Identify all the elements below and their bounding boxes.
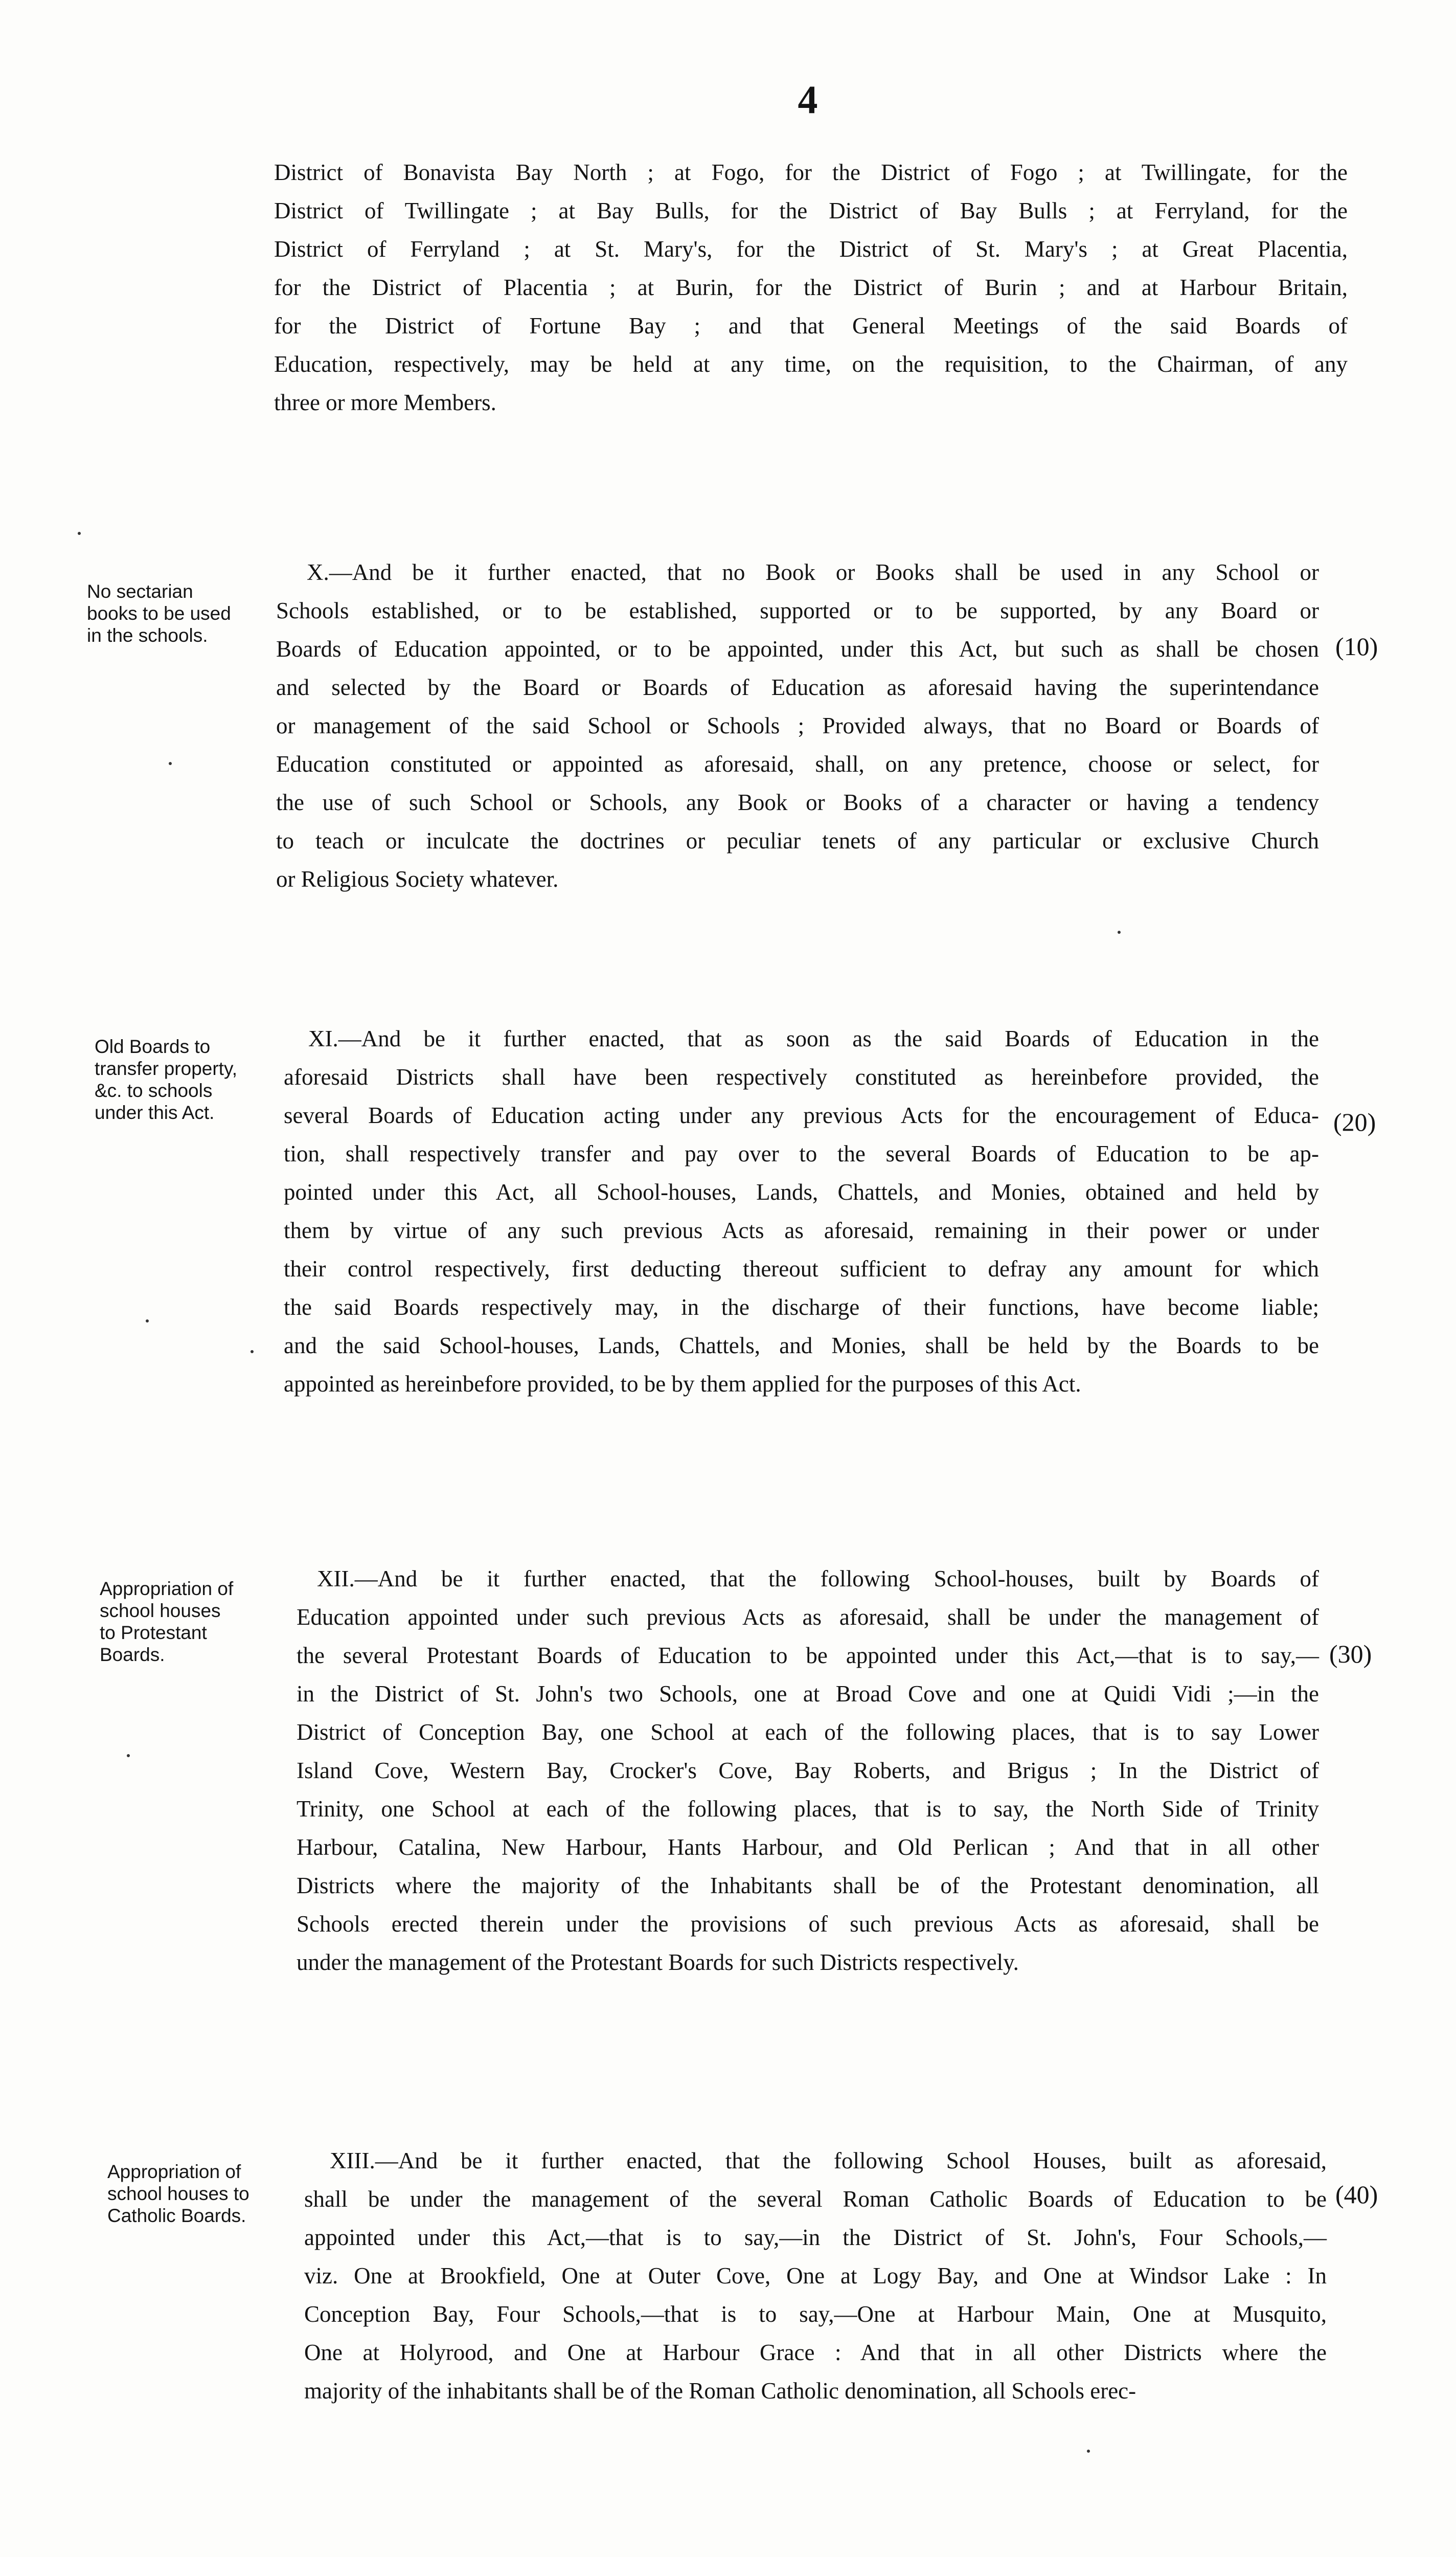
margin-note-line: under this Act. <box>95 1102 215 1123</box>
margin-note-line: school houses <box>100 1600 221 1621</box>
text-line: and selected by the Board or Boards of Education as aforesaid having the superintendance <box>276 675 1319 700</box>
scan-speck <box>251 1350 254 1353</box>
margin-note-line: books to be used <box>87 603 231 624</box>
scan-speck <box>1087 2450 1090 2453</box>
text-line: appointed under this Act,—that is to say,—in the District of St. John's, Four Schools,— <box>304 2225 1327 2250</box>
text-line: District of Conception Bay, one School at each of the following places, that is to say Lower <box>297 1719 1319 1745</box>
margin-note-line: Appropriation of <box>107 2161 241 2182</box>
scan-speck <box>1118 931 1121 934</box>
margin-note-section-x <box>87 580 271 646</box>
text-line: under the management of the Protestant Boards for such Districts respectively. <box>297 1949 1019 1975</box>
text-line: the several Protestant Boards of Education to be appointed under this Act,—that is to say,— <box>297 1643 1319 1668</box>
text-line: their control respectively, first deducting thereout sufficient to defray any amount for which <box>284 1256 1319 1282</box>
text-line: tion, shall respectively transfer and pay over to the several Boards of Education to be ap- <box>284 1141 1319 1167</box>
margin-note-line: transfer property, <box>95 1058 237 1079</box>
text-line: or management of the said School or Schools ; Provided always, that no Board or Boards of <box>276 713 1319 738</box>
text-line: and the said School-houses, Lands, Chattels, and Monies, shall be held by the Boards to be <box>284 1333 1319 1358</box>
paragraph-section-xii <box>297 1560 1319 1982</box>
text-line: Conception Bay, Four Schools,—that is to say,—One at Harbour Main, One at Musquito, <box>304 2301 1327 2327</box>
line-number-20: (20) <box>1333 1108 1376 1136</box>
paragraph-continued <box>274 153 1348 422</box>
scan-speck <box>146 1319 149 1322</box>
margin-note-section-xiii <box>107 2161 291 2227</box>
text-line: several Boards of Education acting under any previous Acts for the encouragement of Educa- <box>284 1103 1319 1128</box>
margin-note-line: Boards. <box>100 1644 165 1665</box>
paragraph-section-xiii <box>304 2142 1327 2410</box>
margin-note-line: in the schools. <box>87 625 208 646</box>
margin-note-section-xi <box>95 1036 279 1124</box>
text-line: appointed as hereinbefore provided, to be by them applied for the purposes of this Act. <box>284 1371 1081 1397</box>
text-line: pointed under this Act, all School-houses, Lands, Chattels, and Monies, obtained and held by <box>284 1179 1319 1205</box>
line-number-30: (30) <box>1329 1640 1372 1668</box>
text-line: Education, respectively, may be held at any time, on the requisition, to the Chairman, of any <box>274 351 1348 377</box>
text-line: District of Bonavista Bay North ; at Fogo, for the District of Fogo ; at Twillingate, for the <box>274 160 1348 185</box>
text-line: shall be under the management of the several Roman Catholic Boards of Education to be <box>304 2186 1327 2212</box>
text-line: Education constituted or appointed as aforesaid, shall, on any pretence, choose or select, for <box>276 751 1319 777</box>
text-line: XI.—And be it further enacted, that as soon as the said Boards of Education in the <box>308 1026 1319 1051</box>
text-line: for the District of Fortune Bay ; and that General Meetings of the said Boards of <box>274 313 1348 339</box>
text-line: Boards of Education appointed, or to be appointed, under this Act, but such as shall be chosen <box>276 636 1319 662</box>
text-line: majority of the inhabitants shall be of the Roman Catholic denomination, all Schools erec- <box>304 2378 1136 2404</box>
page-number: 4 <box>798 77 818 122</box>
margin-note-line: Old Boards to <box>95 1036 211 1057</box>
text-line: for the District of Placentia ; at Burin, for the District of Burin ; and at Harbour Britain, <box>274 275 1348 300</box>
text-line: viz. One at Brookfield, One at Outer Cove, One at Logy Bay, and One at Windsor Lake : In <box>304 2263 1327 2289</box>
paragraph-section-xi <box>284 1020 1319 1403</box>
text-line: the said Boards respectively may, in the discharge of their functions, have become liable; <box>284 1294 1319 1320</box>
line-number-10: (10) <box>1335 632 1378 661</box>
margin-note-line: to Protestant <box>100 1622 207 1643</box>
text-line: XII.—And be it further enacted, that the following School-houses, built by Boards of <box>317 1566 1319 1591</box>
margin-note-line: &c. to schools <box>95 1080 213 1101</box>
paragraph-section-x <box>276 553 1319 899</box>
text-line: One at Holyrood, and One at Harbour Grace : And that in all other Districts where the <box>304 2340 1327 2365</box>
margin-note-line: No sectarian <box>87 581 193 602</box>
text-line: Schools established, or to be established, supported or to be supported, by any Board or <box>276 598 1319 623</box>
margin-note-line: school houses to <box>107 2183 249 2204</box>
text-line: three or more Members. <box>274 390 496 415</box>
margin-note-line: Catholic Boards. <box>107 2205 246 2226</box>
text-line: them by virtue of any such previous Acts as aforesaid, remaining in their power or under <box>284 1218 1319 1243</box>
scan-speck <box>78 532 81 535</box>
text-line: the use of such School or Schools, any Book or Books of a character or having a tendency <box>276 790 1319 815</box>
scan-speck <box>127 1754 130 1757</box>
margin-note-line: Appropriation of <box>100 1578 234 1599</box>
text-line: aforesaid Districts shall have been respectively constituted as hereinbefore provided, the <box>284 1064 1319 1090</box>
text-line: XIII.—And be it further enacted, that the following School Houses, built as aforesaid, <box>330 2148 1327 2173</box>
text-line: in the District of St. John's two Schools, one at Broad Cove and one at Quidi Vidi ;—in the <box>297 1681 1319 1707</box>
scan-speck <box>169 762 172 765</box>
text-line: Schools erected therein under the provisions of such previous Acts as aforesaid, shall be <box>297 1911 1319 1937</box>
text-line: Education appointed under such previous Acts as aforesaid, shall be under the management of <box>297 1604 1319 1630</box>
text-line: District of Twillingate ; at Bay Bulls, for the District of Bay Bulls ; at Ferryland, for the <box>274 198 1348 223</box>
line-number-40: (40) <box>1335 2180 1378 2209</box>
text-line: Trinity, one School at each of the following places, that is to say, the North Side of Trinity <box>297 1796 1319 1822</box>
text-line: to teach or inculcate the doctrines or peculiar tenets of any particular or exclusive Church <box>276 828 1319 854</box>
text-line: Island Cove, Western Bay, Crocker's Cove, Bay Roberts, and Brigus ; In the District of <box>297 1758 1319 1783</box>
text-line: Districts where the majority of the Inhabitants shall be of the Protestant denomination, all <box>297 1873 1319 1898</box>
text-line: Harbour, Catalina, New Harbour, Hants Harbour, and Old Perlican ; And that in all other <box>297 1834 1319 1860</box>
text-line: or Religious Society whatever. <box>276 866 559 892</box>
text-line: District of Ferryland ; at St. Mary's, for the District of St. Mary's ; at Great Placentia, <box>274 236 1348 262</box>
text-line: X.—And be it further enacted, that no Book or Books shall be used in any School or <box>307 559 1319 585</box>
margin-note-section-xii <box>100 1578 284 1666</box>
